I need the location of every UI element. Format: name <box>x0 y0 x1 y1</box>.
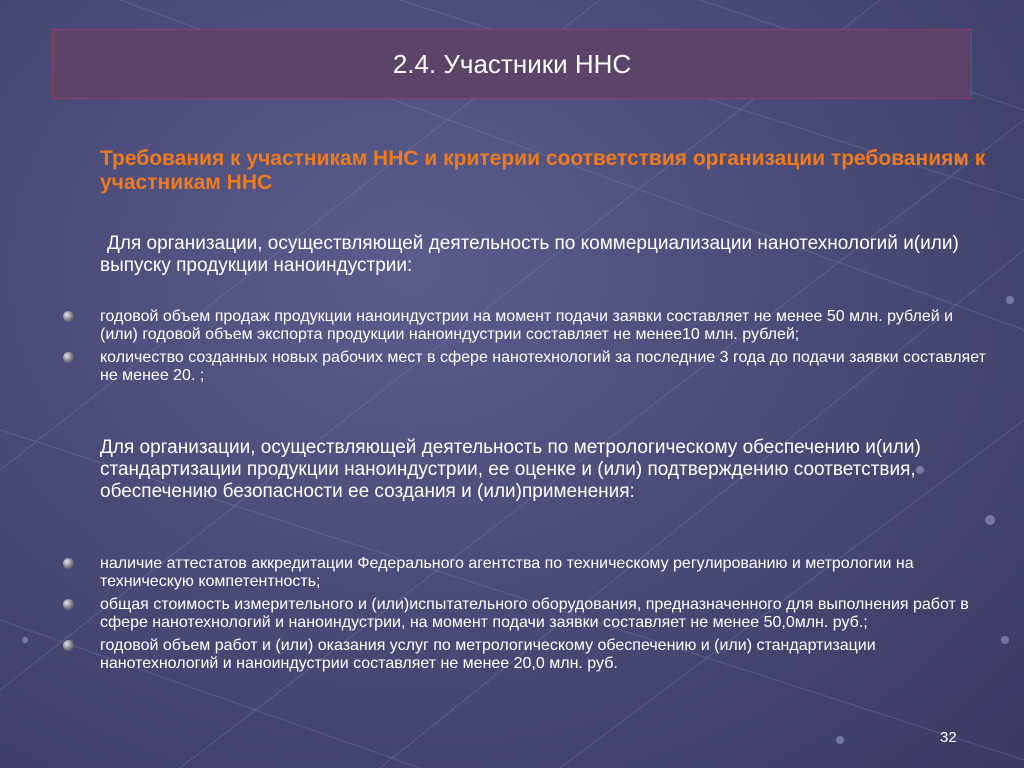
slide-title: 2.4. Участники ННС <box>392 48 632 79</box>
section1-intro: Для организации, осуществляющей деятельность по коммерциализации нанотехнологий и(или) выпуску продукции наноиндустрии: <box>100 233 959 276</box>
bullet-icon <box>63 599 74 610</box>
bullet-icon <box>63 558 74 569</box>
bullet-icon <box>63 311 74 322</box>
section2-bullet-list <box>60 555 990 678</box>
section1-bullet-list <box>60 308 990 390</box>
section2-intro: Для организации, осуществляющей деятельность по метрологическому обеспечению и(или) стандартизации продукции наноиндустрии, ее оценке и (или) подтверждению соответствия, обеспечению безопасности ее создания и (или)применения: <box>100 437 921 502</box>
list-item <box>60 637 990 673</box>
list-item-text: наличие аттестатов аккредитации Федерального агентства по техническому регулированию и метрологии на техническую компетентность; <box>100 555 914 590</box>
list-item-text: годовой объем продаж продукции наноиндустрии на момент подачи заявки составляет не менее 50 млн. рублей и (или) годовой объем экспорта продукции наноиндустрии составляет не менее10 млн. рублей; <box>100 308 954 343</box>
page-number: 32 <box>940 729 957 746</box>
slide-heading: Требования к участникам ННС и критерии соответствия организации требованиям к участникам ННС <box>100 147 986 194</box>
list-item <box>60 596 990 632</box>
list-item <box>60 555 990 591</box>
list-item <box>60 308 990 344</box>
list-item-text: годовой объем работ и (или) оказания услуг по метрологическому обеспечению и (или) стандартизации нанотехнологий и наноиндустрии составляет не менее 20,0 млн. руб. <box>100 637 876 672</box>
bullet-icon <box>63 352 74 363</box>
bullet-icon <box>63 640 74 651</box>
list-item-text: количество созданных новых рабочих мест в сфере нанотехнологий за последние 3 года до подачи заявки составляет не менее 20. ; <box>100 349 986 384</box>
list-item-text: общая стоимость измерительного и (или)испытательного оборудования, предназначенного для выполнения работ в сфере нанотехнологий и наноиндустрии, на момент подачи заявки составляет не менее 50,0млн. руб.; <box>100 596 969 631</box>
title-bar <box>52 29 972 99</box>
list-item <box>60 349 990 385</box>
